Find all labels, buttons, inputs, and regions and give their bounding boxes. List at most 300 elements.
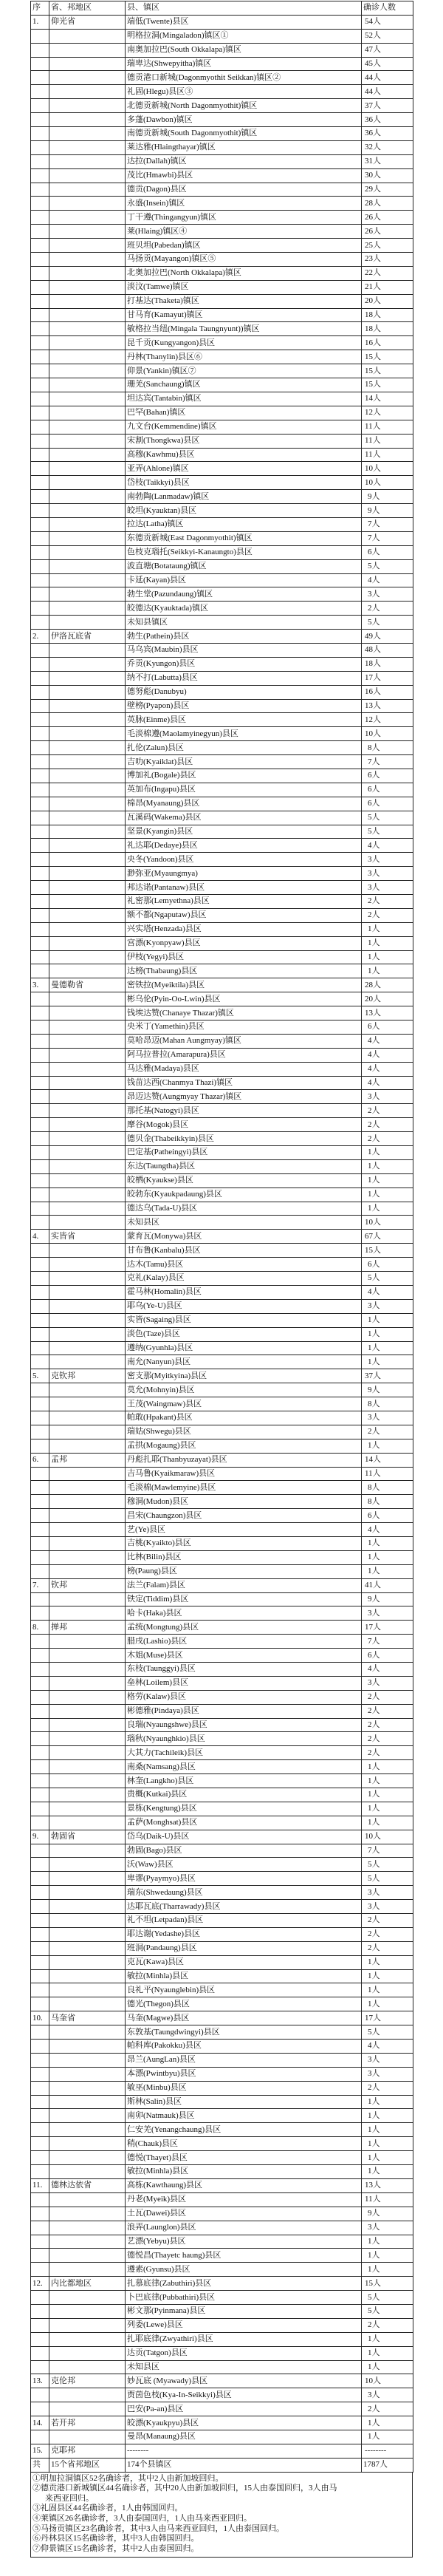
- row-township: 皎勃东(Kyaukpadaung)县区: [126, 1188, 362, 1202]
- row-count: 54人: [362, 15, 413, 29]
- row-region: [49, 154, 126, 168]
- row-township: 淡色(Taze)县区: [126, 1327, 362, 1341]
- row-township: 东枝(Taunggyi)县区: [126, 1662, 362, 1676]
- row-count: 4人: [362, 1076, 413, 1090]
- row-count: 1人: [362, 2123, 413, 2137]
- row-count: 31人: [362, 154, 413, 168]
- row-region: [49, 392, 126, 406]
- row-township: 昌宋(Chaungzon)县区: [126, 1509, 362, 1523]
- row-seq: [31, 2123, 49, 2137]
- row-township: 高穆(Kawhmu)县区: [126, 448, 362, 462]
- row-seq: [31, 2221, 49, 2235]
- row-township: 礼不坦(Letpadan)县区: [126, 1914, 362, 1928]
- row-seq: [31, 2165, 49, 2179]
- row-count: 4人: [362, 2040, 413, 2054]
- row-township: 克礼(Kalay)县区: [126, 1272, 362, 1286]
- table-row: [31, 602, 413, 616]
- table-row: [31, 476, 413, 490]
- table-row: [31, 1188, 413, 1202]
- row-township: 卡延(Kayan)县区: [126, 573, 362, 587]
- row-count: 18人: [362, 657, 413, 671]
- row-township: 央冬(Yandoon)县区: [126, 853, 362, 867]
- row-count: 1人: [362, 1341, 413, 1355]
- row-count: 2人: [362, 1746, 413, 1760]
- table-row: [31, 1983, 413, 1997]
- row-township: 达耶瓦底(Tharrawady)县区: [126, 1900, 362, 1914]
- table-row: [31, 1690, 413, 1704]
- row-region: [49, 1858, 126, 1872]
- row-region: [49, 1983, 126, 1997]
- row-township: 蒙育瓦(Monywa)县区: [126, 1230, 362, 1244]
- row-seq: [31, 2318, 49, 2332]
- table-row: [31, 1411, 413, 1425]
- row-township: 渺弥亚(Myaungmya): [126, 867, 362, 881]
- row-township: 丹老(Myeik)县区: [126, 2192, 362, 2207]
- row-count: 18人: [362, 308, 413, 322]
- row-region: [49, 797, 126, 811]
- row-township: 未知县区: [126, 1216, 362, 1230]
- row-seq: [31, 1299, 49, 1313]
- row-region: [49, 29, 126, 43]
- table-row: [31, 2067, 413, 2081]
- row-region: [49, 71, 126, 85]
- row-region: [49, 2291, 126, 2305]
- row-seq: [31, 964, 49, 978]
- table-row: [31, 1118, 413, 1132]
- row-region: [49, 1481, 126, 1495]
- row-seq: [31, 825, 49, 839]
- row-township: 岱乌(Daik-U)县区: [126, 1830, 362, 1844]
- row-seq: [31, 1788, 49, 1802]
- row-region: [49, 1914, 126, 1928]
- row-count: 5人: [362, 811, 413, 825]
- row-seq: [31, 1816, 49, 1830]
- row-region: 钦邦: [49, 1578, 126, 1592]
- row-region: 内比都地区: [49, 2277, 126, 2291]
- footnote: ②德贡港口新城镇区44名确诊者，其中20人由新加坡回归，15人由泰国回归，3人由马: [32, 2484, 337, 2493]
- row-township: 茂比(Hmawbi)县区: [126, 168, 362, 183]
- row-township: 德贝金(Thabeikkyin)县区: [126, 1132, 362, 1146]
- row-township: 乔贡(Kyungon)县区: [126, 657, 362, 671]
- row-region: [49, 853, 126, 867]
- total-township: 174个县镇区: [126, 2458, 362, 2472]
- row-township: 坦达宾(Tantabin)镇区: [126, 392, 362, 406]
- row-region: [49, 699, 126, 713]
- row-region: [49, 1216, 126, 1230]
- row-count: 8人: [362, 1397, 413, 1411]
- row-region: [49, 769, 126, 783]
- row-count: 1人: [362, 2249, 413, 2263]
- row-count: 3人: [362, 587, 413, 602]
- row-seq: [31, 2291, 49, 2305]
- row-region: [49, 113, 126, 127]
- row-seq: [31, 2025, 49, 2040]
- row-region: [49, 1955, 126, 1969]
- row-region: [49, 280, 126, 294]
- row-count: 9人: [362, 504, 413, 518]
- table-row: [31, 727, 413, 741]
- row-count: 44人: [362, 85, 413, 99]
- row-region: 克钦邦: [49, 1369, 126, 1383]
- row-region: [49, 2402, 126, 2416]
- row-seq: 10.: [31, 2011, 49, 2025]
- row-count: 4人: [362, 573, 413, 587]
- row-seq: [31, 420, 49, 434]
- table-row: [31, 1299, 413, 1313]
- row-count: 5人: [362, 2291, 413, 2305]
- table-row: [31, 699, 413, 713]
- row-count: 4人: [362, 1285, 413, 1299]
- row-seq: [31, 434, 49, 448]
- table-row: [31, 1592, 413, 1606]
- row-township: 德贡(Dagon)县区: [126, 183, 362, 197]
- row-seq: [31, 1481, 49, 1495]
- row-region: [49, 2137, 126, 2151]
- table-row: [31, 1467, 413, 1481]
- row-township: 扎慕底律(Zabuthiri)县区: [126, 2277, 362, 2291]
- row-count: 49人: [362, 630, 413, 644]
- table-row: [31, 1914, 413, 1928]
- row-township: 艺(Ye)县区: [126, 1523, 362, 1537]
- row-count: 5人: [362, 1872, 413, 1886]
- row-count: 11人: [362, 1467, 413, 1481]
- row-region: [49, 336, 126, 350]
- row-seq: [31, 239, 49, 253]
- row-seq: [31, 1244, 49, 1258]
- table-row: [31, 29, 413, 43]
- row-count: 6人: [362, 797, 413, 811]
- row-region: [49, 2192, 126, 2207]
- table-row: [31, 2374, 413, 2388]
- row-township: 敏拉(Minhla)县区: [126, 2165, 362, 2179]
- row-township: 东达(Taungtha)县区: [126, 1159, 362, 1173]
- row-count: 3人: [362, 2067, 413, 2081]
- row-region: [49, 1550, 126, 1564]
- row-seq: [31, 336, 49, 350]
- row-region: [49, 2346, 126, 2360]
- table-row: [31, 587, 413, 602]
- row-region: [49, 950, 126, 964]
- row-township: 斯林(Salin)县区: [126, 2095, 362, 2109]
- row-count: 6人: [362, 545, 413, 559]
- row-seq: [31, 1955, 49, 1969]
- row-region: [49, 1062, 126, 1076]
- row-region: [49, 602, 126, 616]
- row-seq: [31, 908, 49, 922]
- row-township: 良瑞(Nyaungshwe)县区: [126, 1718, 362, 1732]
- table-row: [31, 280, 413, 294]
- row-count: 2人: [362, 1704, 413, 1718]
- row-count: 3人: [362, 881, 413, 895]
- row-seq: [31, 113, 49, 127]
- table-row: [31, 211, 413, 225]
- row-region: [49, 1760, 126, 1774]
- row-region: [49, 1536, 126, 1550]
- row-township: 毛淡棉(Mawlemyine)县区: [126, 1481, 362, 1495]
- row-count: 10人: [362, 2374, 413, 2388]
- row-seq: [31, 1355, 49, 1369]
- row-count: 5人: [362, 616, 413, 630]
- row-township: 马奎(Magwe)县区: [126, 2011, 362, 2025]
- row-region: [49, 587, 126, 602]
- row-count: 11人: [362, 448, 413, 462]
- row-count: 15人: [362, 350, 413, 364]
- row-count: 1人: [362, 1983, 413, 1997]
- row-count: 1人: [362, 1439, 413, 1453]
- row-count: 37人: [362, 99, 413, 113]
- row-region: [49, 2207, 126, 2221]
- row-township: 未知县区: [126, 2360, 362, 2374]
- row-seq: [31, 2067, 49, 2081]
- table-row: [31, 1272, 413, 1286]
- row-township: 达木(Tamu)县区: [126, 1258, 362, 1272]
- row-region: [49, 1886, 126, 1900]
- row-seq: [31, 2207, 49, 2221]
- row-count: 26人: [362, 225, 413, 239]
- row-count: 1人: [362, 1159, 413, 1173]
- row-seq: [31, 1062, 49, 1076]
- total-row: [31, 2458, 413, 2472]
- row-region: 掸邦: [49, 1621, 126, 1635]
- row-region: [49, 420, 126, 434]
- row-township: 色枝克瑙托(Seikkyi-Kanaungto)县区: [126, 545, 362, 559]
- row-count: 44人: [362, 71, 413, 85]
- row-township: 敏格拉当纽(Mingala Taungnyunt))镇区: [126, 322, 362, 336]
- table-row: [31, 1774, 413, 1788]
- row-count: 1人: [362, 2137, 413, 2151]
- row-seq: [31, 350, 49, 364]
- row-seq: [31, 266, 49, 280]
- row-region: [49, 1048, 126, 1062]
- row-seq: 9.: [31, 1830, 49, 1844]
- table-row: [31, 1369, 413, 1383]
- row-region: [49, 671, 126, 685]
- row-township: 瑞东(Shwedaung)县区: [126, 1886, 362, 1900]
- row-region: [49, 2332, 126, 2346]
- row-region: [49, 1816, 126, 1830]
- row-seq: 7.: [31, 1578, 49, 1592]
- row-count: 12人: [362, 713, 413, 727]
- row-count: 13人: [362, 1006, 413, 1020]
- footnote: ①明加拉洞镇区52名确诊者，其中2人由新加坡回归。: [32, 2473, 224, 2483]
- row-seq: [31, 783, 49, 797]
- row-seq: 6.: [31, 1453, 49, 1467]
- table-row: [31, 1550, 413, 1564]
- row-seq: [31, 1272, 49, 1286]
- row-seq: [31, 587, 49, 602]
- row-count: 2人: [362, 1718, 413, 1732]
- row-seq: [31, 1216, 49, 1230]
- row-seq: [31, 1090, 49, 1104]
- row-seq: [31, 2402, 49, 2416]
- row-region: [49, 1258, 126, 1272]
- row-seq: [31, 1202, 49, 1216]
- row-seq: [31, 43, 49, 57]
- row-count: 52人: [362, 29, 413, 43]
- row-count: 10人: [362, 462, 413, 476]
- table-row: [31, 2430, 413, 2444]
- row-region: [49, 504, 126, 518]
- total-region: 15个省邦地区: [49, 2458, 126, 2472]
- table-row: [31, 2011, 413, 2025]
- table-row: [31, 1006, 413, 1020]
- row-seq: [31, 657, 49, 671]
- row-count: 15人: [362, 1244, 413, 1258]
- row-township: 永盛(Insein)镇区: [126, 197, 362, 211]
- row-region: [49, 168, 126, 183]
- table-row: [31, 1090, 413, 1104]
- row-region: [49, 1146, 126, 1160]
- table-row: [31, 127, 413, 141]
- row-township: 丹林(Thanylin)县区⑥: [126, 350, 362, 364]
- table-row: [31, 881, 413, 895]
- row-township: 榜(Paung)县区: [126, 1564, 362, 1578]
- row-seq: [31, 1327, 49, 1341]
- row-region: [49, 1244, 126, 1258]
- row-region: [49, 2430, 126, 2444]
- row-township: 遵素(Gyunsu)县区: [126, 2263, 362, 2277]
- row-seq: [31, 2430, 49, 2444]
- row-region: [49, 1076, 126, 1090]
- row-count: 17人: [362, 2011, 413, 2025]
- table-row: [31, 685, 413, 699]
- row-township: 淡汶(Tamwe)镇区: [126, 280, 362, 294]
- row-township: 拉达(Latha)镇区: [126, 517, 362, 531]
- table-row: [31, 1816, 413, 1830]
- row-township: 列委(Lewe)县区: [126, 2318, 362, 2332]
- row-township: 德努彪(Danubyu): [126, 685, 362, 699]
- table-row: [31, 630, 413, 644]
- row-count: 2人: [362, 602, 413, 616]
- row-region: [49, 2025, 126, 2040]
- row-township: 钱埃达赞(Chanaye Thazar)镇区: [126, 1006, 362, 1020]
- table-row: [31, 783, 413, 797]
- row-township: 达拉(Dallah)镇区: [126, 154, 362, 168]
- row-seq: [31, 1760, 49, 1774]
- row-township: 马扬贡(Mayangon)镇区⑤: [126, 253, 362, 267]
- row-seq: [31, 616, 49, 630]
- row-region: [49, 1592, 126, 1606]
- table-row: [31, 1732, 413, 1746]
- row-region: [49, 322, 126, 336]
- row-region: [49, 1439, 126, 1453]
- row-township: 实皆(Sagaing)县区: [126, 1313, 362, 1327]
- row-count: 1人: [362, 2263, 413, 2277]
- row-count: --------: [362, 2444, 413, 2458]
- row-seq: [31, 1536, 49, 1550]
- row-township: 孟萨(Monghsat)县区: [126, 1816, 362, 1830]
- row-region: [49, 1718, 126, 1732]
- row-count: 4人: [362, 839, 413, 853]
- row-seq: [31, 490, 49, 504]
- row-count: 1人: [362, 2095, 413, 2109]
- row-township: 德贡港口新城(Dagonmyothit Seikkan)镇区②: [126, 71, 362, 85]
- cases-table: [30, 1, 413, 2473]
- row-count: 26人: [362, 211, 413, 225]
- row-region: [49, 197, 126, 211]
- row-region: [49, 1802, 126, 1816]
- table-row: [31, 2109, 413, 2123]
- table-row: [31, 154, 413, 168]
- row-region: [49, 1467, 126, 1481]
- table-row: [31, 322, 413, 336]
- row-township: 纳不打(Labutta)县区: [126, 671, 362, 685]
- table-row: [31, 183, 413, 197]
- row-region: 伊洛瓦底省: [49, 630, 126, 644]
- row-count: 2人: [362, 1690, 413, 1704]
- row-township: 沃(Waw)县区: [126, 1858, 362, 1872]
- row-count: 20人: [362, 992, 413, 1006]
- row-seq: [31, 2388, 49, 2402]
- row-region: [49, 350, 126, 364]
- row-township: 甘马育(Kamayut)镇区: [126, 308, 362, 322]
- row-count: 5人: [362, 2025, 413, 2040]
- row-count: 6人: [362, 783, 413, 797]
- row-township: 达榜(Thabaung)县区: [126, 964, 362, 978]
- row-township: 帕敢(Hpakant)县区: [126, 1411, 362, 1425]
- row-region: [49, 57, 126, 71]
- row-seq: [31, 1020, 49, 1035]
- row-township: 良礼平(Nyaunglebin)县区: [126, 1983, 362, 1997]
- table-row: [31, 1062, 413, 1076]
- row-count: 2人: [362, 1132, 413, 1146]
- row-region: [49, 2151, 126, 2165]
- row-region: [49, 462, 126, 476]
- table-row: [31, 936, 413, 950]
- table-row: [31, 15, 413, 29]
- row-township: 勃生(Pathein)县区: [126, 630, 362, 644]
- row-seq: [31, 1439, 49, 1453]
- row-seq: [31, 1676, 49, 1690]
- row-count: 18人: [362, 322, 413, 336]
- row-seq: [31, 85, 49, 99]
- table-row: [31, 1104, 413, 1118]
- table-row: [31, 1481, 413, 1495]
- row-region: [49, 1118, 126, 1132]
- row-region: 德林达依省: [49, 2178, 126, 2192]
- table-row: [31, 741, 413, 755]
- row-seq: [31, 1872, 49, 1886]
- row-seq: [31, 1173, 49, 1188]
- row-seq: [31, 1118, 49, 1132]
- row-seq: [31, 197, 49, 211]
- row-count: 11人: [362, 2192, 413, 2207]
- row-township: 坚景(Kyangin)县区: [126, 825, 362, 839]
- footnote: 来西亚回归。: [45, 2493, 94, 2503]
- table-row: [31, 2277, 413, 2291]
- table-row: [31, 2165, 413, 2179]
- row-township: 打基达(Thaketa)镇区: [126, 294, 362, 308]
- row-township: 巴安(Pa-an)县区: [126, 2402, 362, 2416]
- row-seq: [31, 811, 49, 825]
- row-township: 钱苗达西(Chanmya Thazi)镇区: [126, 1076, 362, 1090]
- row-region: [49, 2095, 126, 2109]
- table-row: [31, 168, 413, 183]
- table-row: [31, 559, 413, 573]
- table-row: [31, 406, 413, 420]
- row-count: 2人: [362, 1941, 413, 1955]
- row-region: [49, 1132, 126, 1146]
- row-count: 1人: [362, 1327, 413, 1341]
- row-seq: [31, 1383, 49, 1397]
- row-region: [49, 1202, 126, 1216]
- row-township: 林奎(Langkho)县区: [126, 1774, 362, 1788]
- row-township: 东德贡新城(East Dagonmyothit)镇区: [126, 531, 362, 545]
- row-region: [49, 2388, 126, 2402]
- row-township: 贾茵色枝(Kya-In-Seikkyi)县区: [126, 2388, 362, 2402]
- row-count: 13人: [362, 699, 413, 713]
- row-count: 2人: [362, 895, 413, 909]
